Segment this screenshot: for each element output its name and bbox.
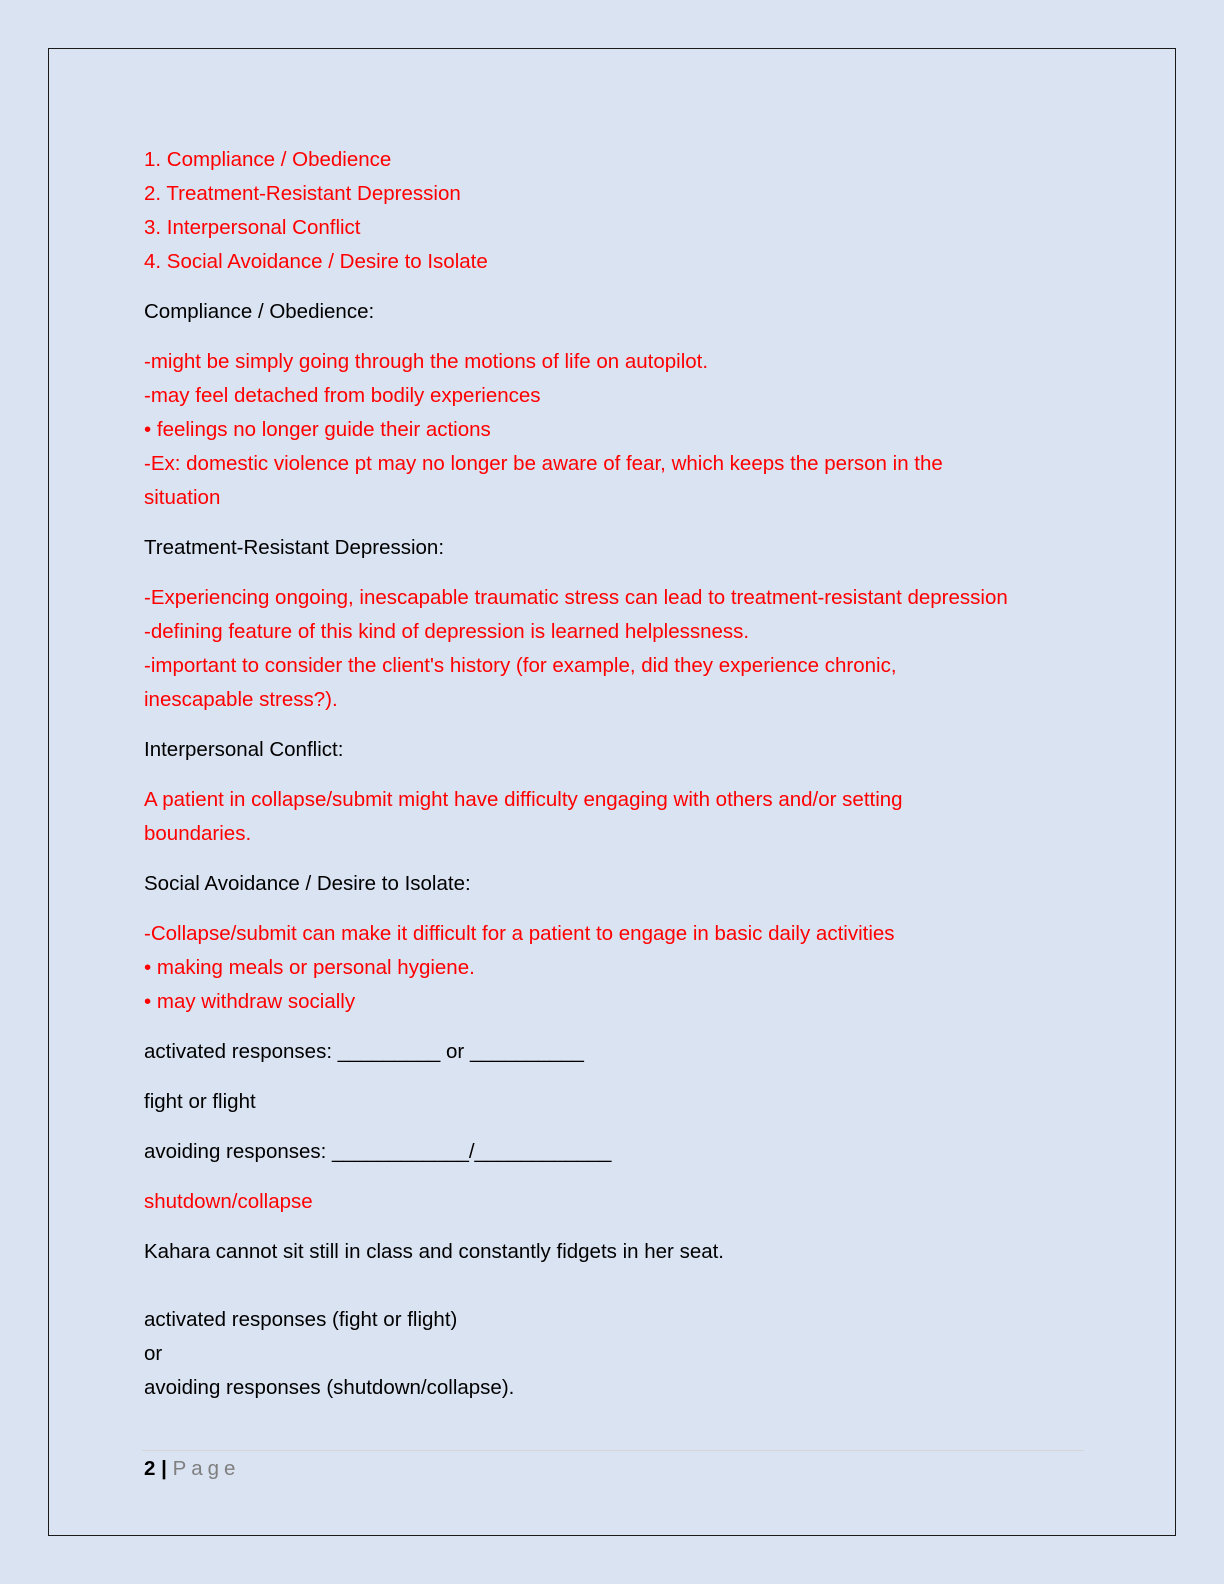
answer-text: shutdown/collapse (144, 1190, 313, 1213)
footer-separator: | (161, 1457, 167, 1480)
activated-question (144, 1035, 1094, 1069)
heading-text: Social Avoidance / Desire to Isolate: (144, 872, 471, 895)
body-line: • making meals or personal hygiene. (144, 956, 475, 979)
section-body-conflict (144, 783, 1094, 851)
heading-text: Interpersonal Conflict: (144, 738, 344, 761)
body-line: -important to consider the client's history (for example, did they experience chronic, (144, 654, 897, 677)
body-line: • feelings no longer guide their actions (144, 418, 491, 441)
scenario (144, 1235, 1094, 1405)
blank-line (144, 1269, 1094, 1303)
scenario-option: avoiding responses (shutdown/collapse). (144, 1376, 515, 1399)
avoiding-question (144, 1135, 1094, 1169)
footer-divider (142, 1450, 1084, 1451)
answer-text: fight or flight (144, 1090, 256, 1113)
page-number: 2 (144, 1457, 156, 1480)
body-line: boundaries. (144, 822, 252, 845)
document-body (144, 143, 1094, 1405)
scenario-option: or (144, 1342, 163, 1365)
topic-list-item: 4. Social Avoidance / Desire to Isolate (144, 250, 488, 273)
section-heading-compliance (144, 295, 1094, 329)
body-line: -Ex: domestic violence pt may no longer be aware of fear, which keeps the person in the (144, 452, 943, 475)
scenario-prompt: Kahara cannot sit still in class and constantly fidgets in her seat. (144, 1240, 725, 1263)
page-footer (144, 1454, 240, 1484)
section-heading-depression (144, 531, 1094, 565)
page-label: Page (172, 1457, 241, 1480)
body-line: -may feel detached from bodily experiences (144, 384, 541, 407)
topic-list-item: 3. Interpersonal Conflict (144, 216, 361, 239)
body-line: • may withdraw socially (144, 990, 356, 1013)
body-line: -defining feature of this kind of depression is learned helplessness. (144, 620, 750, 643)
question-text: avoiding responses: ____________/____________ (144, 1140, 612, 1163)
body-line: A patient in collapse/submit might have difficulty engaging with others and/or setting (144, 788, 903, 811)
question-text: activated responses: _________ or __________ (144, 1040, 584, 1063)
section-body-compliance (144, 345, 1094, 515)
topic-list-item: 2. Treatment-Resistant Depression (144, 182, 461, 205)
heading-text: Compliance / Obedience: (144, 300, 375, 323)
body-line: -Experiencing ongoing, inescapable traumatic stress can lead to treatment-resistant depression (144, 586, 1008, 609)
section-body-avoidance (144, 917, 1094, 1019)
scenario-option: activated responses (fight or flight) (144, 1308, 458, 1331)
activated-answer (144, 1085, 1094, 1119)
topic-list (144, 143, 1094, 279)
body-line: situation (144, 486, 221, 509)
section-heading-avoidance (144, 867, 1094, 901)
section-body-depression (144, 581, 1094, 717)
heading-text: Treatment-Resistant Depression: (144, 536, 445, 559)
body-line: -Collapse/submit can make it difficult for a patient to engage in basic daily activities (144, 922, 895, 945)
body-line: inescapable stress?). (144, 688, 338, 711)
body-line: -might be simply going through the motions of life on autopilot. (144, 350, 709, 373)
topic-list-item: 1. Compliance / Obedience (144, 148, 392, 171)
section-heading-conflict (144, 733, 1094, 767)
avoiding-answer (144, 1185, 1094, 1219)
